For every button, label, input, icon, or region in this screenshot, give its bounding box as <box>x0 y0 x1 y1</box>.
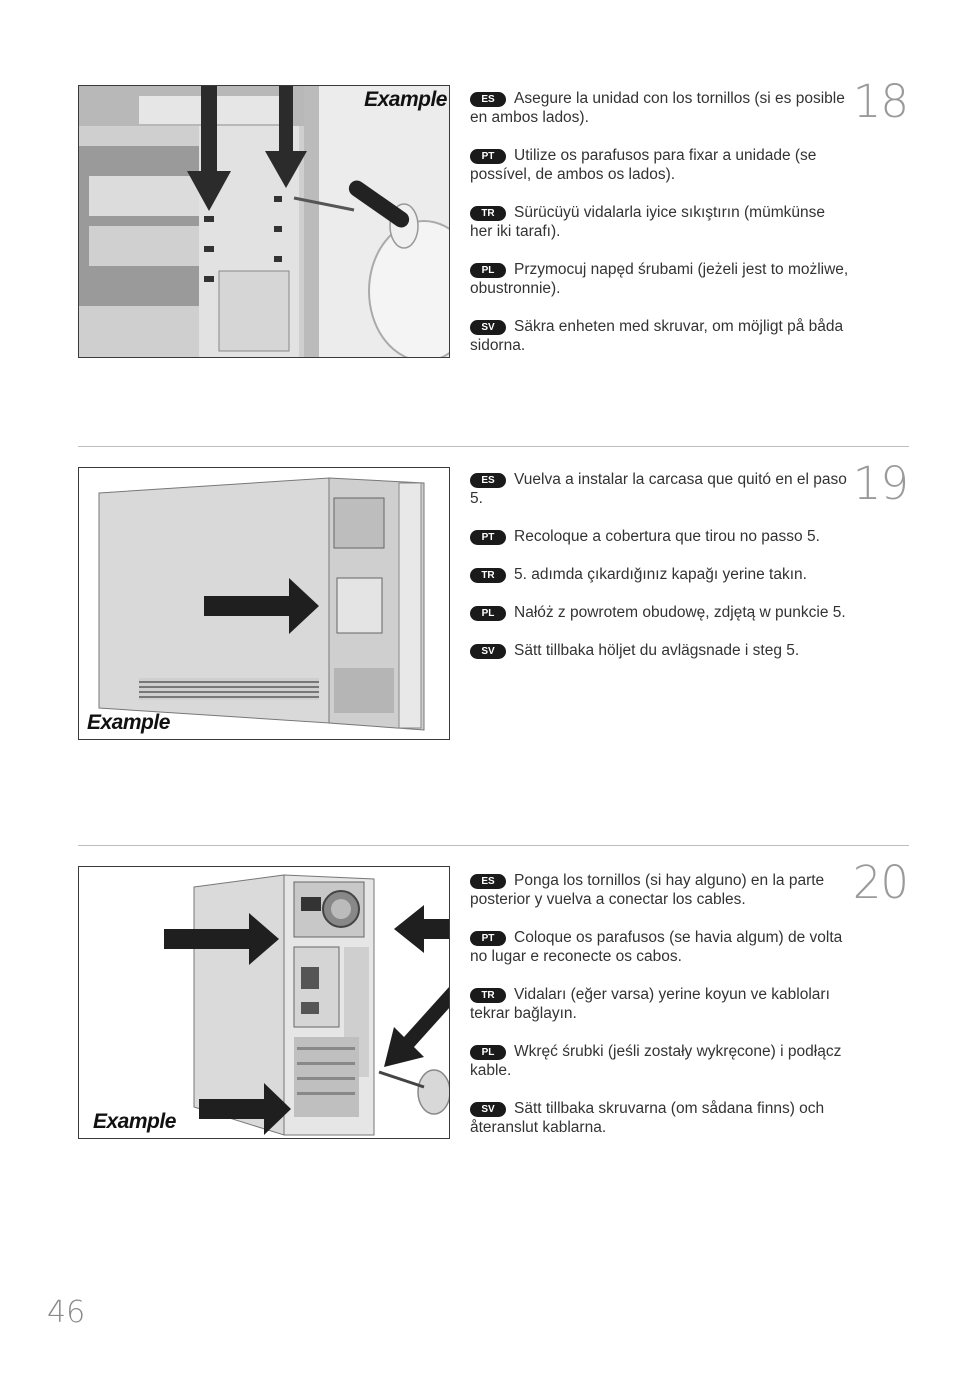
example-label: Example <box>93 1110 176 1133</box>
language-badge: PT <box>470 530 506 545</box>
language-badge: PT <box>470 931 506 946</box>
language-badge: PL <box>470 1045 506 1060</box>
instruction-text: Vidaları (eğer varsa) yerine koyun ve kabloları tekrar bağlayın. <box>470 986 830 1022</box>
instruction-text: Sätt tillbaka skruvarna (om sådana finns) och återanslut kablarna. <box>470 1100 825 1136</box>
language-badge: ES <box>470 874 506 889</box>
language-badge: ES <box>470 92 506 107</box>
instruction-sv <box>470 641 850 660</box>
instruction-sv <box>470 1099 850 1137</box>
step-20-photo <box>78 866 450 1139</box>
instruction-pl <box>470 260 850 298</box>
instruction-tr <box>470 565 850 584</box>
instruction-text: Ponga los tornillos (si hay alguno) en la parte posterior y vuelva a conectar los cables. <box>470 872 825 908</box>
example-label: Example <box>87 711 170 734</box>
instruction-es <box>470 470 850 508</box>
instruction-tr <box>470 203 850 241</box>
step-19-photo <box>78 467 450 740</box>
step-18-instructions <box>470 89 850 374</box>
instruction-text: Sätt tillbaka höljet du avlägsnade i steg 5. <box>514 642 800 659</box>
language-badge: SV <box>470 644 506 659</box>
step-20-instructions <box>470 871 850 1156</box>
step-number: 20 <box>852 856 908 909</box>
instruction-text: Coloque os parafusos (se havia algum) de volta no lugar e reconecte os cabos. <box>470 929 843 965</box>
example-label: Example <box>364 88 447 111</box>
step-number: 18 <box>852 75 908 128</box>
language-badge: SV <box>470 320 506 335</box>
drive-bay-screwing-illustration <box>79 86 449 357</box>
instruction-tr <box>470 985 850 1023</box>
instruction-sv <box>470 317 850 355</box>
section-divider <box>78 845 909 846</box>
instruction-text: Nałóż z powrotem obudowę, zdjętą w punkcie 5. <box>514 604 846 621</box>
instruction-text: Asegure la unidad con los tornillos (si es posible en ambos lados). <box>470 90 845 126</box>
rear-panel-illustration <box>79 867 449 1138</box>
instruction-text: Sürücüyü vidalarla iyice sıkıştırın (mümkünse her iki tarafı). <box>470 204 825 240</box>
instruction-text: Wkręć śrubki (jeśli zostały wykręcone) i podłącz kable. <box>470 1043 842 1079</box>
instruction-pl <box>470 1042 850 1080</box>
instruction-text: Vuelva a instalar la carcasa que quitó en el paso 5. <box>470 471 847 507</box>
language-badge: TR <box>470 568 506 583</box>
step-number: 19 <box>852 457 908 510</box>
instruction-text: Utilize os parafusos para fixar a unidade (se possível, de ambos os lados). <box>470 147 817 183</box>
instruction-text: 5. adımda çıkardığınız kapağı yerine takın. <box>514 566 807 583</box>
instruction-pt <box>470 527 850 546</box>
language-badge: ES <box>470 473 506 488</box>
page-number: 46 <box>47 1295 86 1330</box>
instruction-es <box>470 89 850 127</box>
instruction-text: Recoloque a cobertura que tirou no passo 5. <box>514 528 820 545</box>
language-badge: TR <box>470 988 506 1003</box>
instruction-text: Przymocuj napęd śrubami (jeżeli jest to możliwe, obustronnie). <box>470 261 849 297</box>
language-badge: PL <box>470 263 506 278</box>
instruction-pt <box>470 146 850 184</box>
instruction-pl <box>470 603 850 622</box>
step-18-photo <box>78 85 450 358</box>
case-cover-illustration <box>79 468 449 739</box>
instruction-text: Säkra enheten med skruvar, om möjligt på båda sidorna. <box>470 318 844 354</box>
language-badge: PT <box>470 149 506 164</box>
language-badge: TR <box>470 206 506 221</box>
instruction-pt <box>470 928 850 966</box>
instruction-es <box>470 871 850 909</box>
section-divider <box>78 446 909 447</box>
language-badge: PL <box>470 606 506 621</box>
step-19-instructions <box>470 470 850 679</box>
language-badge: SV <box>470 1102 506 1117</box>
